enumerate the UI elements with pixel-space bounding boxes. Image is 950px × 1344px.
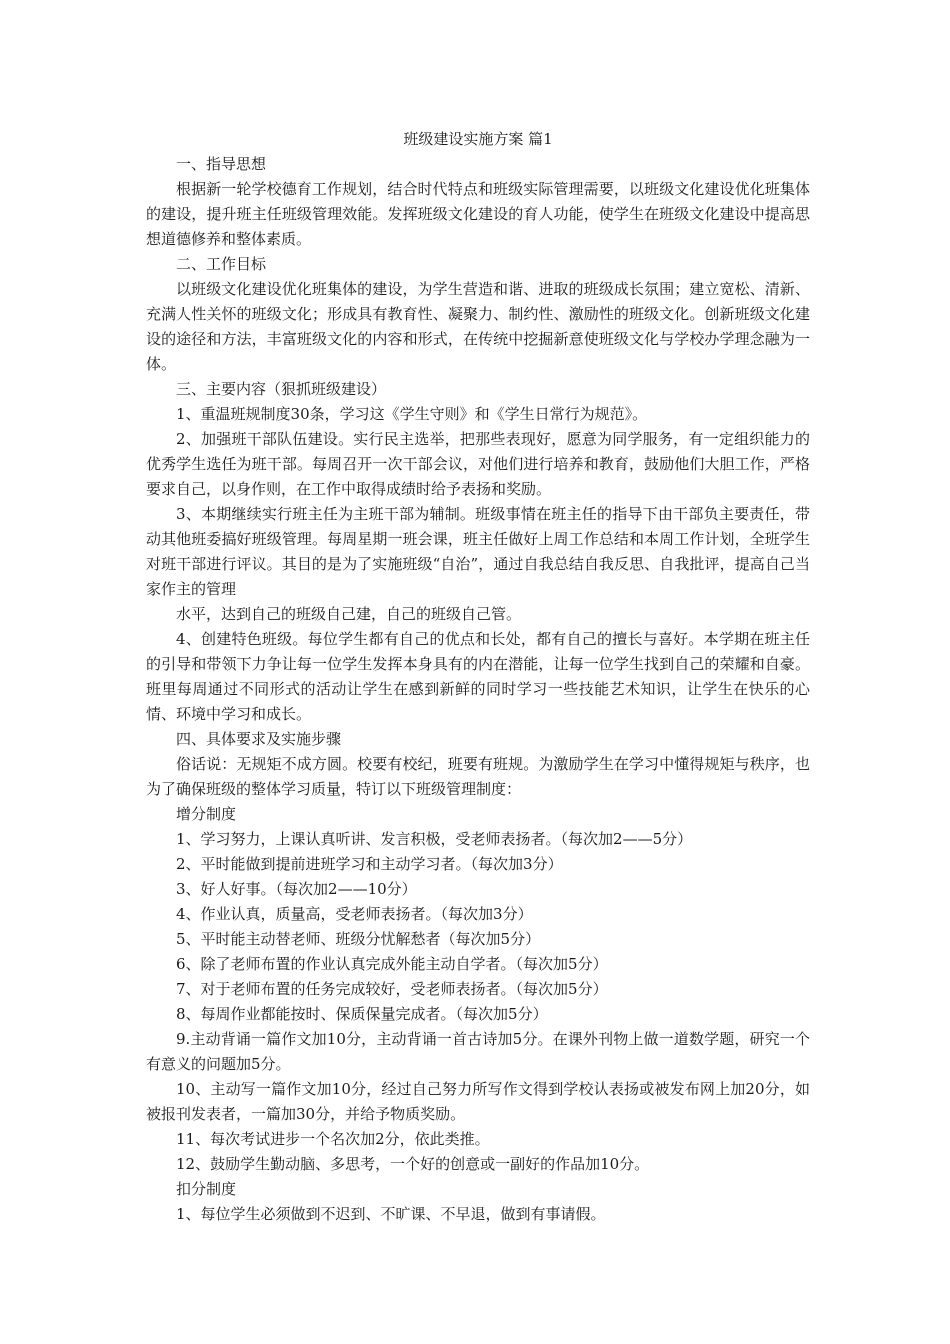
document-title: 班级建设实施方案 篇1 bbox=[403, 130, 553, 148]
paragraph: 根据新一轮学校德育工作规划，结合时代特点和班级实际管理需要，以班级文化建设优化班集体的建设，提升班主任班级管理效能。发挥班级文化建设的育人功能，使学生在班级文化建设中提高思想道德修养和整体素质。 bbox=[146, 180, 810, 248]
list-item: 7、对于老师布置的任务完成较好，受老师表扬者。（每次加5分） bbox=[176, 980, 608, 998]
paragraph: 水平，达到自己的班级自己建，自己的班级自己管。 bbox=[176, 605, 522, 623]
subsection-heading: 扣分制度 bbox=[176, 1180, 237, 1198]
list-item: 11、每次考试进步一个名次加2分，依此类推。 bbox=[176, 1130, 490, 1148]
section-heading: 三、主要内容（狠抓班级建设） bbox=[176, 380, 387, 398]
section-heading: 二、工作目标 bbox=[176, 255, 267, 273]
paragraph: 俗话说：无规矩不成方圆。校要有校纪，班要有班规。为激励学生在学习中懂得规矩与秩序，也为了确保班级的整体学习质量，特订以下班级管理制度： bbox=[146, 755, 810, 798]
list-item: 10、主动写一篇作文加10分，经过自己努力所写作文得到学校认表扬或被发布网上加20分，如被报刊发表者，一篇加30分，并给予物质奖励。 bbox=[146, 1080, 810, 1123]
list-item: 1、每位学生必须做到不迟到、不旷课、不早退，做到有事请假。 bbox=[176, 1205, 606, 1223]
section-heading: 四、具体要求及实施步骤 bbox=[176, 730, 342, 748]
list-item: 9.主动背诵一篇作文加10分，主动背诵一首古诗加5分。在课外刊物上做一道数学题，研究一个有意义的问题加5分。 bbox=[146, 1030, 810, 1073]
list-item: 4、创建特色班级。每位学生都有自己的优点和长处，都有自己的擅长与喜好。本学期在班主任的引导和带领下力争让每一位学生发挥本身具有的内在潜能，让每一位学生找到自己的荣耀和自豪。班里每周通过不同形式的活动让学生在感到新鲜的同时学习一些技能艺术知识，让学生在快乐的心情、环境中学习和成长。 bbox=[146, 630, 810, 723]
list-item: 12、鼓励学生勤动脑、多思考，一个好的创意或一副好的作品加10分。 bbox=[176, 1155, 650, 1173]
list-item: 6、除了老师布置的作业认真完成外能主动自学者。（每次加5分） bbox=[176, 955, 608, 973]
subsection-heading: 增分制度 bbox=[176, 805, 237, 823]
paragraph: 以班级文化建设优化班集体的建设，为学生营造和谐、进取的班级成长氛围；建立宽松、清新、充满人性关怀的班级文化；形成具有教育性、凝聚力、制约性、激励性的班级文化。创新班级文化建设的途径和方法，丰富班级文化的内容和形式，在传统中挖掘新意使班级文化与学校办学理念融为一体。 bbox=[146, 280, 810, 373]
list-item: 1、学习努力，上课认真听讲、发言积极，受老师表扬者。（每次加2——5分） bbox=[176, 830, 693, 848]
document-body bbox=[146, 127, 810, 1227]
list-item: 5、平时能主动替老师、班级分忧解愁者（每次加5分） bbox=[176, 930, 541, 948]
list-item: 2、平时能做到提前进班学习和主动学习者。（每次加3分） bbox=[176, 855, 563, 873]
list-item: 2、加强班干部队伍建设。实行民主选举，把那些表现好，愿意为同学服务，有一定组织能力的优秀学生选任为班干部。每周召开一次干部会议，对他们进行培养和教育，鼓励他们大胆工作，严格要求自己，以身作则，在工作中取得成绩时给予表扬和奖励。 bbox=[146, 430, 810, 498]
list-item: 1、重温班规制度30条，学习这《学生守则》和《学生日常行为规范》。 bbox=[176, 405, 648, 423]
list-item: 4、作业认真，质量高，受老师表扬者。（每次加3分） bbox=[176, 905, 533, 923]
list-item: 3、好人好事。（每次加2——10分） bbox=[176, 880, 417, 898]
list-item: 8、每周作业都能按时、保质保量完成者。（每次加5分） bbox=[176, 1005, 548, 1023]
section-heading: 一、指导思想 bbox=[176, 155, 267, 173]
list-item: 3、本期继续实行班主任为主班干部为辅制。班级事情在班主任的指导下由干部负主要责任，带动其他班委搞好班级管理。每周星期一班会课，班主任做好上周工作总结和本周工作计划，全班学生对班干部进行评议。其目的是为了实施班级“自治”，通过自我总结自我反思、自我批评，提高自己当家作主的管理 bbox=[146, 505, 810, 598]
